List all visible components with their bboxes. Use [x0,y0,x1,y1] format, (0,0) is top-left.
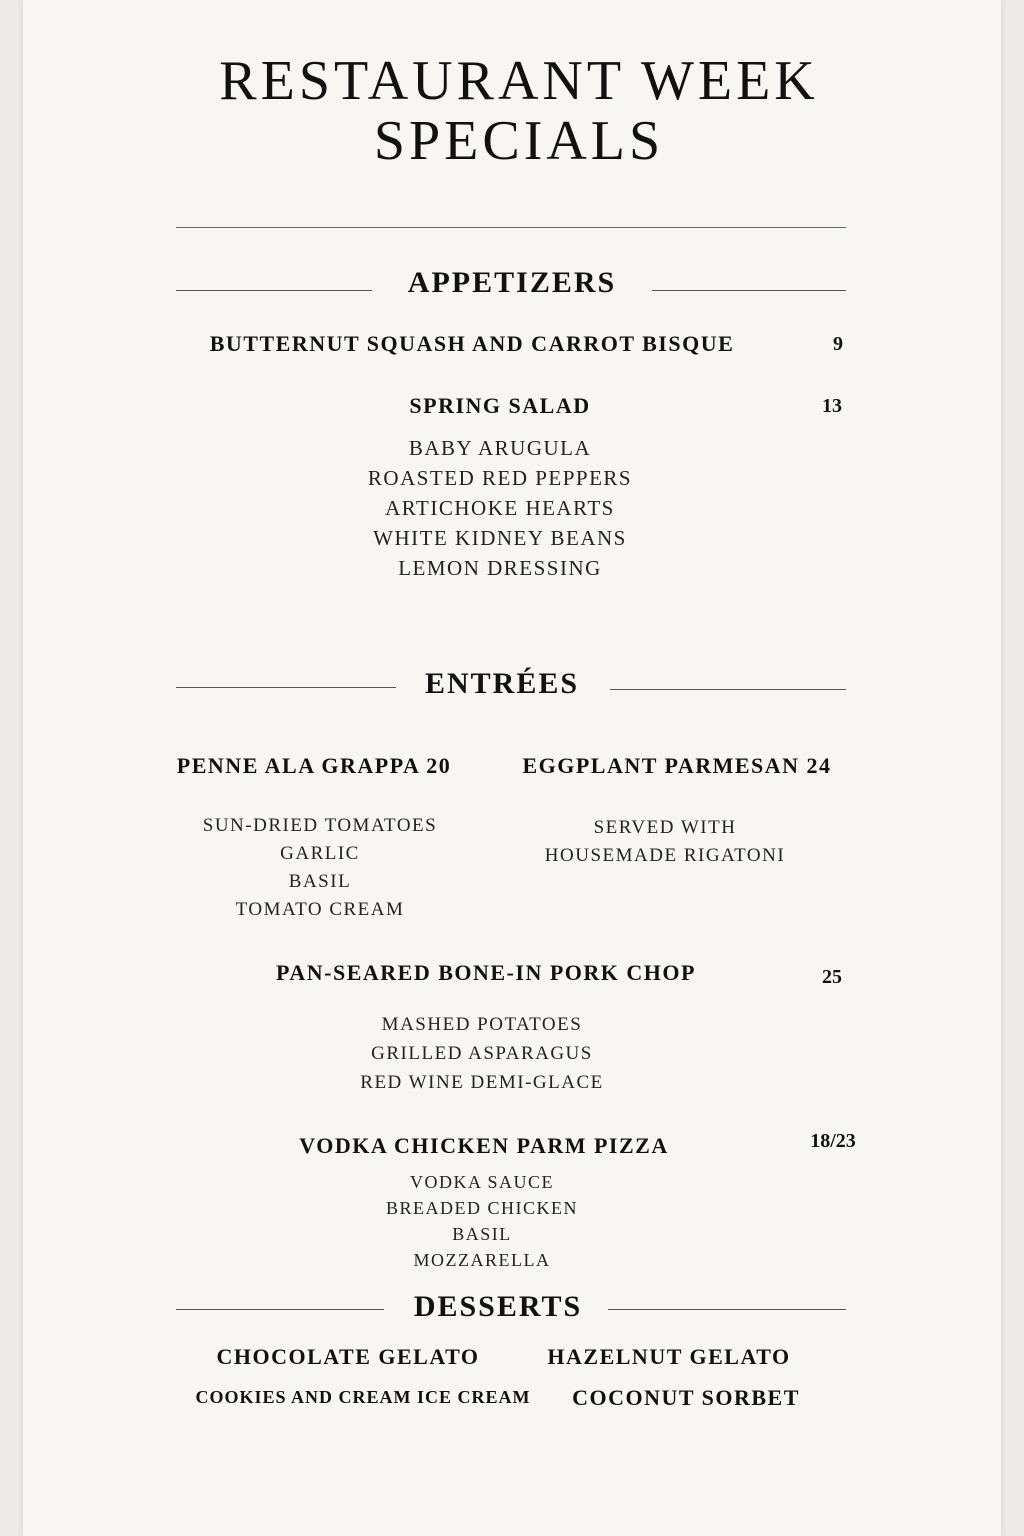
description-line: BASIL [288,871,352,892]
eggplant-name: EGGPLANT PARMESAN 24 [522,753,832,778]
desserts-rule-left [176,1309,384,1310]
pizza-name: VODKA CHICKEN PARM PIZZA [299,1133,669,1158]
bisque-price: 9 [833,333,843,355]
appetizers-heading: APPETIZERS [407,266,617,299]
entrees-rule-left [176,687,396,688]
dessert-hazelnut-gelato: HAZELNUT GELATO [547,1344,791,1369]
dessert-chocolate-gelato: CHOCOLATE GELATO [216,1344,480,1369]
description-line: GARLIC [280,843,360,864]
eggplant-description [545,814,785,870]
entrees-rule-right [610,689,846,690]
penne-description [203,812,437,924]
spring-salad-description [368,433,632,583]
pizza-price: 18/23 [810,1130,856,1152]
pork-chop-price: 25 [822,966,842,988]
spring-salad-price: 13 [822,395,842,417]
description-line: GRILLED ASPARAGUS [371,1043,593,1064]
description-line: TOMATO CREAM [235,899,405,920]
entrees-heading: ENTRÉES [424,667,580,700]
dessert-cookies-and-cream: COOKIES AND CREAM ICE CREAM [195,1387,531,1407]
desserts-heading: DESSERTS [413,1290,583,1323]
description-line: SUN-DRIED TOMATOES [202,815,438,836]
appetizers-rule-left [176,290,372,291]
pizza-description [386,1169,578,1273]
spring-salad-name: SPRING SALAD [409,393,591,418]
bisque-name: BUTTERNUT SQUASH AND CARROT BISQUE [209,331,735,356]
description-line: RED WINE DEMI-GLACE [360,1072,604,1093]
description-line: WHITE KIDNEY BEANS [373,526,627,550]
menu-title-line1: RESTAURANT WEEK [219,50,819,112]
dessert-coconut-sorbet: COCONUT SORBET [572,1385,800,1410]
description-line: VODKA SAUCE [409,1172,554,1192]
description-line: BREADED CHICKEN [386,1198,578,1218]
desserts-rule-right [608,1309,846,1310]
appetizers-rule-right [652,290,846,291]
description-line: ARTICHOKE HEARTS [385,496,615,520]
description-line: SERVED WITH [593,817,737,838]
description-line: BABY ARUGULA [408,436,592,460]
description-line: MOZZARELLA [413,1250,551,1270]
description-line: HOUSEMADE RIGATONI [544,845,786,866]
title-divider [176,227,846,228]
description-line: ROASTED RED PEPPERS [367,466,633,490]
description-line: MASHED POTATOES [381,1014,583,1035]
pork-chop-name: PAN-SEARED BONE-IN PORK CHOP [276,960,696,985]
description-line: BASIL [452,1224,512,1244]
pork-chop-description [360,1010,603,1097]
menu-title-line2: SPECIALS [373,110,665,172]
description-line: LEMON DRESSING [398,556,602,580]
penne-name: PENNE ALA GRAPPA 20 [176,753,452,778]
